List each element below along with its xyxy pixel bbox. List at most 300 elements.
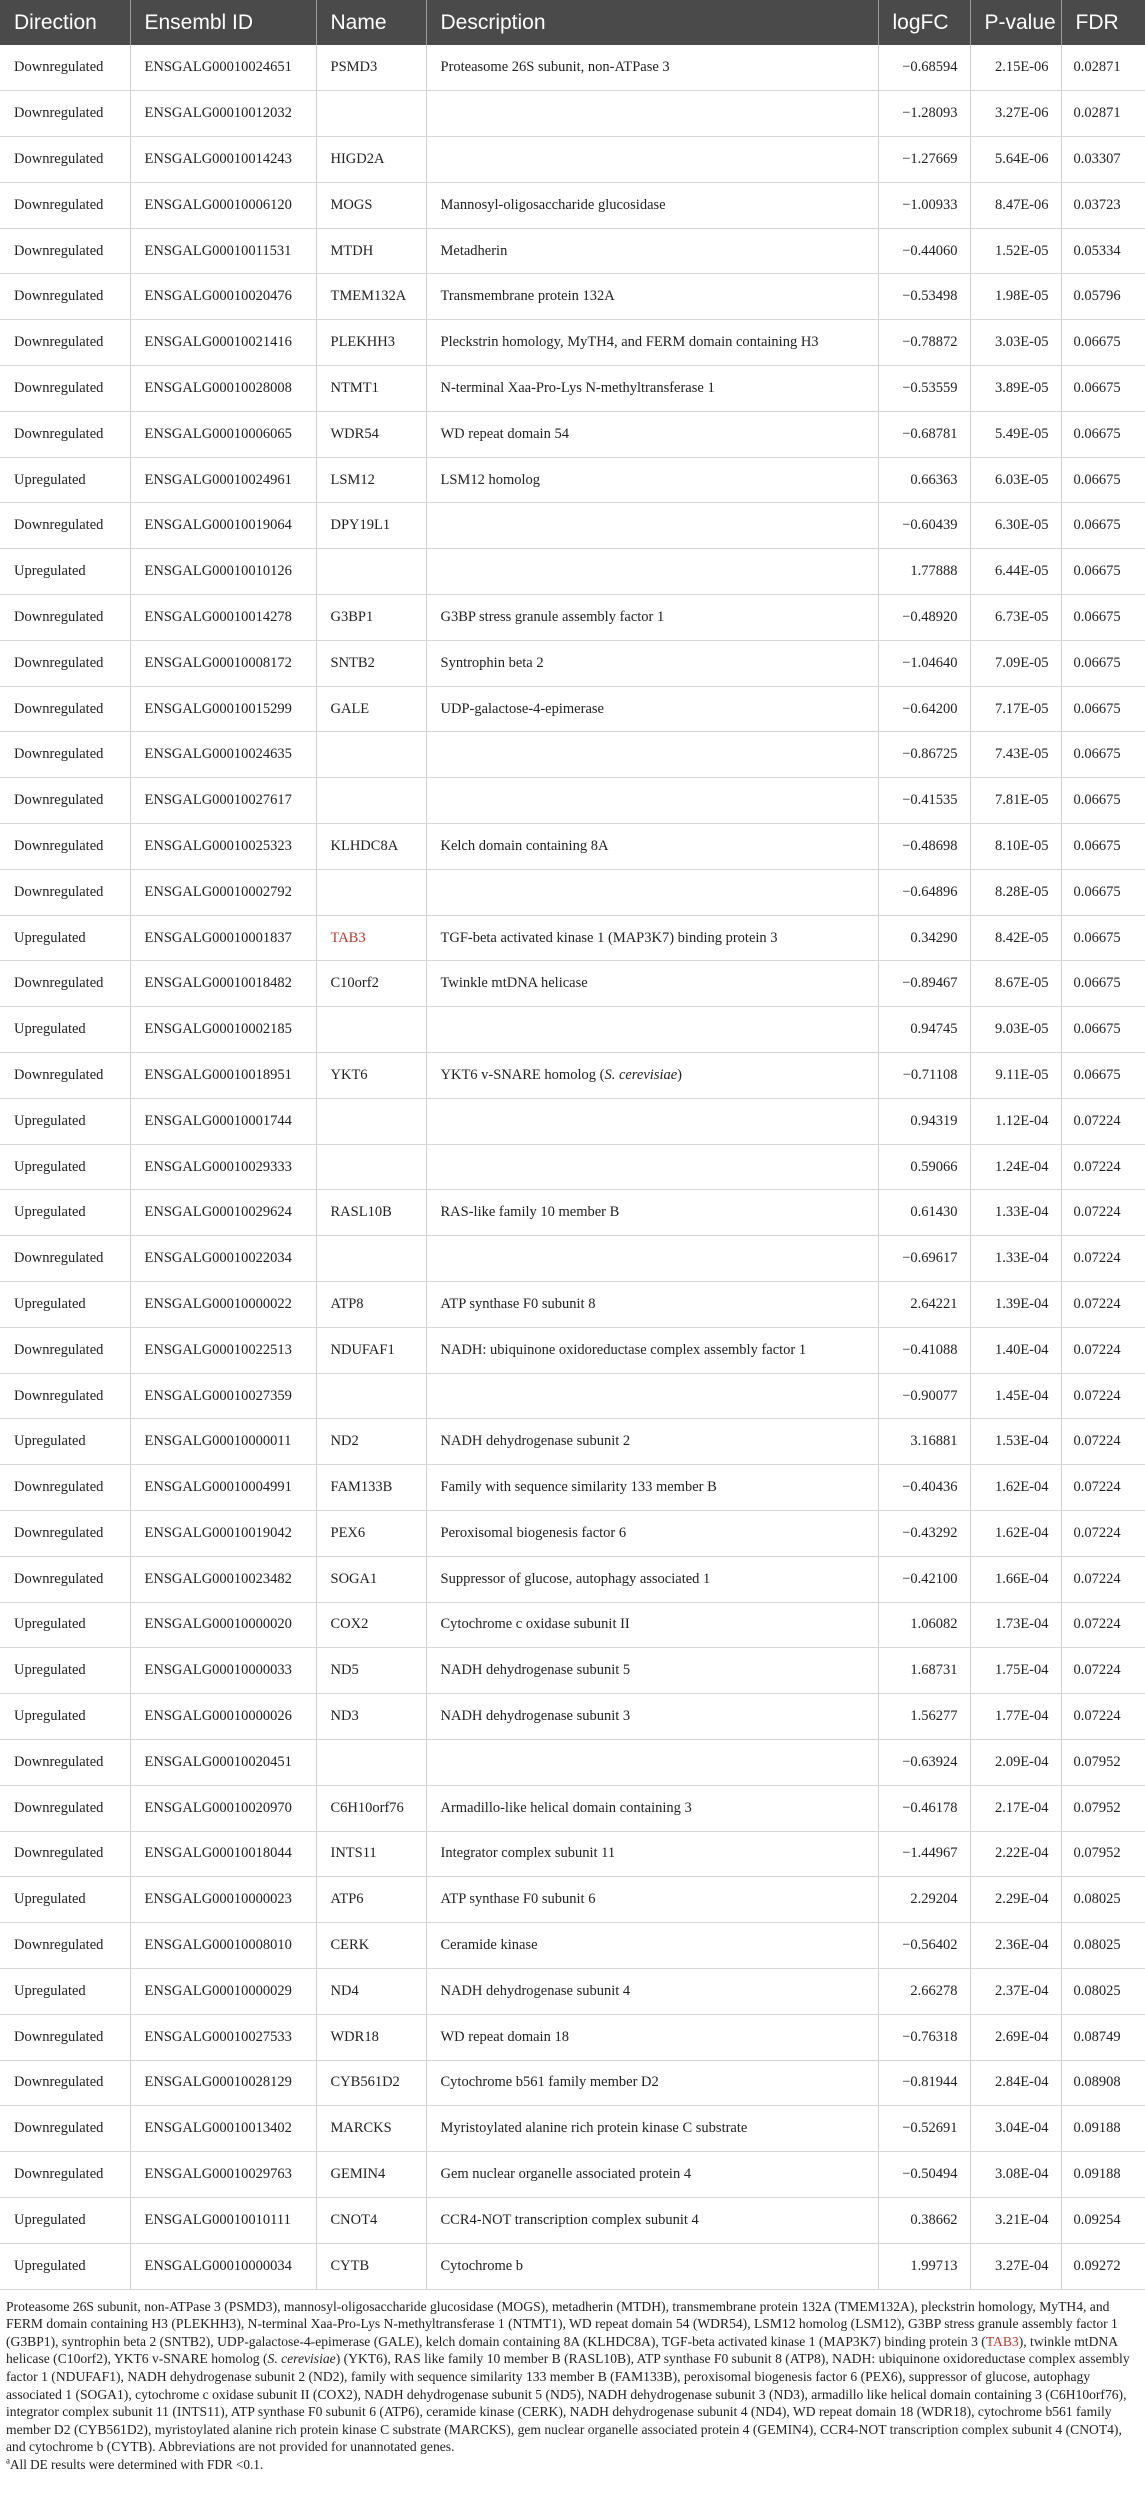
ensembl-id-cell: ENSGALG00010028129 [130,2060,316,2106]
description-cell: UDP-galactose-4-epimerase [426,686,878,732]
fdr-cell: 0.08908 [1061,2060,1145,2106]
description-cell: WD repeat domain 54 [426,411,878,457]
fdr-cell: 0.06675 [1061,686,1145,732]
table-row[interactable] [0,824,1145,870]
p-value-cell: 2.84E-04 [970,2060,1061,2106]
direction-cell: Downregulated [0,411,130,457]
p-value-cell: 2.36E-04 [970,1923,1061,1969]
logfc-cell: −0.86725 [878,732,970,778]
p-value-cell: 1.62E-04 [970,1511,1061,1557]
description-cell: Metadherin [426,228,878,274]
gene-name-cell [316,1007,426,1053]
p-value-cell: 3.27E-04 [970,2243,1061,2289]
table-row[interactable] [0,274,1145,320]
gene-name-cell: KLHDC8A [316,824,426,870]
description-cell: N-terminal Xaa-Pro-Lys N-methyltransferase 1 [426,366,878,412]
table-row[interactable] [0,2014,1145,2060]
ensembl-id-cell: ENSGALG00010024635 [130,732,316,778]
table-row[interactable] [0,869,1145,915]
table-row[interactable] [0,45,1145,91]
table-header-row [0,0,1145,45]
p-value-cell: 1.33E-04 [970,1236,1061,1282]
description-cell: Kelch domain containing 8A [426,824,878,870]
ensembl-id-cell: ENSGALG00010028008 [130,366,316,412]
direction-cell: Downregulated [0,595,130,641]
table-row[interactable] [0,503,1145,549]
description-cell: NADH dehydrogenase subunit 5 [426,1648,878,1694]
ensembl-id-cell: ENSGALG00010008010 [130,1923,316,1969]
logfc-cell: −0.68781 [878,411,970,457]
description-cell: Ceramide kinase [426,1923,878,1969]
description-cell: Transmembrane protein 132A [426,274,878,320]
ensembl-id-cell: ENSGALG00010000020 [130,1602,316,1648]
table-body [0,45,1145,2289]
logfc-cell: −0.68594 [878,45,970,91]
direction-cell: Downregulated [0,45,130,91]
direction-cell: Downregulated [0,2060,130,2106]
fdr-cell: 0.07224 [1061,1373,1145,1419]
column-header-logfc[interactable]: logFC [878,0,970,45]
table-row[interactable] [0,1327,1145,1373]
direction-cell: Upregulated [0,915,130,961]
direction-cell: Upregulated [0,1282,130,1328]
gene-name-cell: WDR18 [316,2014,426,2060]
direction-cell: Downregulated [0,2014,130,2060]
table-row[interactable] [0,1968,1145,2014]
table-row[interactable] [0,549,1145,595]
column-header-name[interactable]: Name [316,0,426,45]
table-row[interactable] [0,961,1145,1007]
fdr-cell: 0.09188 [1061,2152,1145,2198]
description-cell [426,549,878,595]
direction-cell: Downregulated [0,824,130,870]
p-value-cell: 1.62E-04 [970,1465,1061,1511]
logfc-cell: 0.61430 [878,1190,970,1236]
ensembl-id-cell: ENSGALG00010002792 [130,869,316,915]
description-cell: NADH dehydrogenase subunit 2 [426,1419,878,1465]
gene-name-cell: PSMD3 [316,45,426,91]
table-row[interactable] [0,640,1145,686]
p-value-cell: 1.33E-04 [970,1190,1061,1236]
fdr-cell: 0.03307 [1061,137,1145,183]
table-row[interactable] [0,2243,1145,2289]
table-row[interactable] [0,595,1145,641]
column-header-ensembl-id[interactable]: Ensembl ID [130,0,316,45]
ensembl-id-cell: ENSGALG00010014278 [130,595,316,641]
p-value-cell: 1.52E-05 [970,228,1061,274]
table-row[interactable] [0,1785,1145,1831]
logfc-cell: −0.48920 [878,595,970,641]
description-cell: G3BP stress granule assembly factor 1 [426,595,878,641]
logfc-cell: −0.50494 [878,2152,970,2198]
ensembl-id-cell: ENSGALG00010024651 [130,45,316,91]
p-value-cell: 1.53E-04 [970,1419,1061,1465]
gene-name-cell: TAB3 [316,915,426,961]
gene-name-cell [316,1739,426,1785]
table-row[interactable] [0,1923,1145,1969]
gene-name-cell: G3BP1 [316,595,426,641]
gene-name-cell: DPY19L1 [316,503,426,549]
p-value-cell: 9.03E-05 [970,1007,1061,1053]
description-cell: Family with sequence similarity 133 member B [426,1465,878,1511]
direction-cell: Downregulated [0,366,130,412]
table-row[interactable] [0,91,1145,137]
fdr-cell: 0.06675 [1061,1007,1145,1053]
p-value-cell: 1.39E-04 [970,1282,1061,1328]
table-row[interactable] [0,732,1145,778]
table-row[interactable] [0,411,1145,457]
fdr-cell: 0.06675 [1061,869,1145,915]
direction-cell: Downregulated [0,732,130,778]
direction-cell: Upregulated [0,1648,130,1694]
description-cell: Cytochrome b561 family member D2 [426,2060,878,2106]
logfc-cell: −0.81944 [878,2060,970,2106]
direction-cell: Upregulated [0,1098,130,1144]
p-value-cell: 6.44E-05 [970,549,1061,595]
description-cell [426,1098,878,1144]
description-cell [426,1007,878,1053]
logfc-cell: −0.42100 [878,1556,970,1602]
description-cell: NADH dehydrogenase subunit 3 [426,1694,878,1740]
fdr-cell: 0.06675 [1061,366,1145,412]
direction-cell: Downregulated [0,1785,130,1831]
logfc-cell: 0.34290 [878,915,970,961]
p-value-cell: 1.45E-04 [970,1373,1061,1419]
table-row[interactable] [0,1236,1145,1282]
logfc-cell: −0.41088 [878,1327,970,1373]
p-value-cell: 3.04E-04 [970,2106,1061,2152]
ensembl-id-cell: ENSGALG00010019042 [130,1511,316,1557]
p-value-cell: 2.29E-04 [970,1877,1061,1923]
description-cell: Suppressor of glucose, autophagy associated 1 [426,1556,878,1602]
p-value-cell: 3.89E-05 [970,366,1061,412]
gene-name-cell: ATP8 [316,1282,426,1328]
table-row[interactable] [0,1694,1145,1740]
table-row[interactable] [0,1190,1145,1236]
table-row[interactable] [0,1419,1145,1465]
description-cell [426,869,878,915]
table-row[interactable] [0,1877,1145,1923]
direction-cell: Upregulated [0,457,130,503]
direction-cell: Downregulated [0,137,130,183]
table-row[interactable] [0,1648,1145,1694]
ensembl-id-cell: ENSGALG00010020476 [130,274,316,320]
logfc-cell: 2.29204 [878,1877,970,1923]
table-row[interactable] [0,1556,1145,1602]
direction-cell: Downregulated [0,182,130,228]
p-value-cell: 7.17E-05 [970,686,1061,732]
fdr-cell: 0.07224 [1061,1556,1145,1602]
direction-cell: Upregulated [0,1602,130,1648]
description-cell [426,1236,878,1282]
logfc-cell: −0.90077 [878,1373,970,1419]
logfc-cell: −0.76318 [878,2014,970,2060]
description-cell [426,1053,878,1099]
table-row[interactable] [0,2060,1145,2106]
logfc-cell: −0.43292 [878,1511,970,1557]
species-name: S. cerevisiae [604,1066,678,1083]
p-value-cell: 2.09E-04 [970,1739,1061,1785]
table-row[interactable] [0,1511,1145,1557]
description-cell: Peroxisomal biogenesis factor 6 [426,1511,878,1557]
gene-name-cell: C10orf2 [316,961,426,1007]
description-cell: Cytochrome c oxidase subunit II [426,1602,878,1648]
abbreviations-note [6,2298,1139,2456]
p-value-cell: 8.28E-05 [970,869,1061,915]
p-value-cell: 8.10E-05 [970,824,1061,870]
ensembl-id-cell: ENSGALG00010012032 [130,91,316,137]
logfc-cell: −0.52691 [878,2106,970,2152]
direction-cell: Upregulated [0,1968,130,2014]
note-marker: a [6,2455,10,2466]
description-cell [426,778,878,824]
direction-cell: Downregulated [0,320,130,366]
description-cell: NADH dehydrogenase subunit 4 [426,1968,878,2014]
logfc-cell: 0.94745 [878,1007,970,1053]
ensembl-id-cell: ENSGALG00010000034 [130,2243,316,2289]
description-cell: Cytochrome b [426,2243,878,2289]
gene-name-cell: C6H10orf76 [316,1785,426,1831]
description-cell [426,1144,878,1190]
direction-cell: Downregulated [0,1373,130,1419]
description-cell: Gem nuclear organelle associated protein 4 [426,2152,878,2198]
fdr-cell: 0.07952 [1061,1785,1145,1831]
column-header-description[interactable]: Description [426,0,878,45]
ensembl-id-cell: ENSGALG00010020970 [130,1785,316,1831]
description-cell: Twinkle mtDNA helicase [426,961,878,1007]
fdr-cell: 0.09188 [1061,2106,1145,2152]
description-cell: CCR4-NOT transcription complex subunit 4 [426,2197,878,2243]
gene-name-cell [316,1144,426,1190]
table-row[interactable] [0,1739,1145,1785]
direction-cell: Downregulated [0,228,130,274]
fdr-cell: 0.06675 [1061,503,1145,549]
fdr-cell: 0.02871 [1061,91,1145,137]
gene-name-cell: GEMIN4 [316,2152,426,2198]
gene-name-cell: PLEKHH3 [316,320,426,366]
direction-cell: Downregulated [0,1511,130,1557]
ensembl-id-cell: ENSGALG00010027617 [130,778,316,824]
ensembl-id-cell: ENSGALG00010019064 [130,503,316,549]
fdr-cell: 0.07224 [1061,1190,1145,1236]
description-cell: WD repeat domain 18 [426,2014,878,2060]
direction-cell: Downregulated [0,1327,130,1373]
fdr-cell: 0.06675 [1061,1053,1145,1099]
gene-name-cell: CERK [316,1923,426,1969]
table-row[interactable] [0,2106,1145,2152]
table-row[interactable] [0,137,1145,183]
gene-name-cell: ND5 [316,1648,426,1694]
direction-cell: Downregulated [0,91,130,137]
table-row[interactable] [0,457,1145,503]
table-row[interactable] [0,1465,1145,1511]
logfc-cell: −1.04640 [878,640,970,686]
fdr-cell: 0.06675 [1061,320,1145,366]
fdr-cell: 0.07952 [1061,1739,1145,1785]
fdr-cell: 0.05796 [1061,274,1145,320]
logfc-cell: −0.46178 [878,1785,970,1831]
logfc-cell: −0.44060 [878,228,970,274]
description-cell: Integrator complex subunit 11 [426,1831,878,1877]
gene-name-cell [316,549,426,595]
table-row[interactable] [0,915,1145,961]
ensembl-id-cell: ENSGALG00010018044 [130,1831,316,1877]
table-footnote [0,2290,1145,2474]
description-cell: LSM12 homolog [426,457,878,503]
description-cell [426,1739,878,1785]
fdr-cell: 0.07224 [1061,1648,1145,1694]
direction-cell: Downregulated [0,1923,130,1969]
ensembl-id-cell: ENSGALG00010011531 [130,228,316,274]
table-row[interactable] [0,2197,1145,2243]
table-row[interactable] [0,182,1145,228]
logfc-cell: 0.94319 [878,1098,970,1144]
p-value-cell: 1.98E-05 [970,274,1061,320]
logfc-cell: −0.56402 [878,1923,970,1969]
table-row[interactable] [0,1053,1145,1099]
p-value-cell: 3.27E-06 [970,91,1061,137]
logfc-cell: −1.00933 [878,182,970,228]
description-cell: NADH: ubiquinone oxidoreductase complex assembly factor 1 [426,1327,878,1373]
direction-cell: Downregulated [0,686,130,732]
description-cell: RAS-like family 10 member B [426,1190,878,1236]
ensembl-id-cell: ENSGALG00010010126 [130,549,316,595]
p-value-cell: 2.37E-04 [970,1968,1061,2014]
fdr-cell: 0.07224 [1061,1419,1145,1465]
logfc-cell: 1.06082 [878,1602,970,1648]
table-row[interactable] [0,2152,1145,2198]
note-text: All DE results were determined with FDR <0.1. [10,2456,264,2472]
gene-name-cell: MTDH [316,228,426,274]
ensembl-id-cell: ENSGALG00010027359 [130,1373,316,1419]
gene-name-cell: SOGA1 [316,1556,426,1602]
p-value-cell: 6.03E-05 [970,457,1061,503]
fdr-cell: 0.07224 [1061,1098,1145,1144]
fdr-cell: 0.07224 [1061,1327,1145,1373]
p-value-cell: 1.77E-04 [970,1694,1061,1740]
direction-cell: Upregulated [0,2243,130,2289]
logfc-cell: −0.78872 [878,320,970,366]
ensembl-id-cell: ENSGALG00010001837 [130,915,316,961]
gene-name-cell: HIGD2A [316,137,426,183]
gene-name-cell [316,1236,426,1282]
gene-name-cell: YKT6 [316,1053,426,1099]
fdr-cell: 0.06675 [1061,961,1145,1007]
ensembl-id-cell: ENSGALG00010000022 [130,1282,316,1328]
gene-name-cell: MARCKS [316,2106,426,2152]
logfc-cell: 2.64221 [878,1282,970,1328]
direction-cell: Downregulated [0,869,130,915]
fdr-cell: 0.07224 [1061,1602,1145,1648]
gene-name-cell: NDUFAF1 [316,1327,426,1373]
gene-name-cell [316,1373,426,1419]
ensembl-id-cell: ENSGALG00010021416 [130,320,316,366]
ensembl-id-cell: ENSGALG00010027533 [130,2014,316,2060]
p-value-cell: 2.17E-04 [970,1785,1061,1831]
abbreviations-text: Proteasome 26S subunit, non-ATPase 3 (PSMD3), mannosyl-oligosaccharide glucosidase (MOGS), metadherin (MTDH), transmembrane protein 132A (TMEM132A), pleckstrin homology, MyTH4, and FERM domain containing H3 (PLEKHH3), N-terminal Xaa-Pro-Lys N-methyltransferase 1 (NTMT1), WD repeat domain 54 (WDR54), LSM12 homolog (LSM12), G3BP stress granule assembly factor 1 (G3BP1), syntrophin beta 2 (SNTB2), UDP-galactose-4-epimerase (GALE), kelch domain containing 8A (KLHDC8A), TGF-beta activated kinase 1 (MAP3K7) binding protein 3 ( [6,2298,1118,2349]
p-value-cell: 2.22E-04 [970,1831,1061,1877]
p-value-cell: 8.42E-05 [970,915,1061,961]
ensembl-id-cell: ENSGALG00010008172 [130,640,316,686]
gene-name-cell: GALE [316,686,426,732]
fdr-cell: 0.07224 [1061,1694,1145,1740]
description-cell [426,1373,878,1419]
table-row[interactable] [0,228,1145,274]
logfc-cell: 3.16881 [878,1419,970,1465]
description-cell: Proteasome 26S subunit, non-ATPase 3 [426,45,878,91]
logfc-cell: 1.56277 [878,1694,970,1740]
table-row[interactable] [0,686,1145,732]
logfc-cell: −0.63924 [878,1739,970,1785]
fdr-cell: 0.06675 [1061,915,1145,961]
table-row[interactable] [0,778,1145,824]
logfc-cell: −0.60439 [878,503,970,549]
gene-name-cell: LSM12 [316,457,426,503]
fdr-cell: 0.03723 [1061,182,1145,228]
ensembl-id-cell: ENSGALG00010025323 [130,824,316,870]
column-header-p-value[interactable]: P-value [970,0,1061,45]
table-row[interactable] [0,320,1145,366]
table-row[interactable] [0,1602,1145,1648]
p-value-cell: 2.15E-06 [970,45,1061,91]
ensembl-id-cell: ENSGALG00010015299 [130,686,316,732]
column-header-direction[interactable]: Direction [0,0,130,45]
table-row[interactable] [0,1098,1145,1144]
table-row[interactable] [0,1144,1145,1190]
logfc-cell: −0.40436 [878,1465,970,1511]
p-value-cell: 6.30E-05 [970,503,1061,549]
column-header-fdr[interactable]: FDR [1075,10,1119,34]
ensembl-id-cell: ENSGALG00010000033 [130,1648,316,1694]
gene-name-cell: PEX6 [316,1511,426,1557]
fdr-cell: 0.06675 [1061,411,1145,457]
p-value-cell: 7.09E-05 [970,640,1061,686]
logfc-cell: −0.53498 [878,274,970,320]
fdr-cell: 0.06675 [1061,778,1145,824]
table-row[interactable] [0,366,1145,412]
abbreviations-italic: S. cerevisiae [267,2351,336,2367]
ensembl-id-cell: ENSGALG00010014243 [130,137,316,183]
ensembl-id-cell: ENSGALG00010029624 [130,1190,316,1236]
direction-cell: Upregulated [0,1190,130,1236]
ensembl-id-cell: ENSGALG00010000023 [130,1877,316,1923]
fdr-cell: 0.06675 [1061,824,1145,870]
fdr-cell: 0.06675 [1061,732,1145,778]
p-value-cell: 8.47E-06 [970,182,1061,228]
description-cell [426,91,878,137]
direction-cell: Downregulated [0,1556,130,1602]
logfc-cell: 2.66278 [878,1968,970,2014]
p-value-cell: 7.81E-05 [970,778,1061,824]
gene-name-cell: CYB561D2 [316,2060,426,2106]
logfc-cell: −0.69617 [878,1236,970,1282]
gene-name-cell [316,778,426,824]
description-text: YKT6 v-SNARE homolog ( [440,1066,605,1083]
ensembl-id-cell: ENSGALG00010000011 [130,1419,316,1465]
direction-cell: Downregulated [0,1465,130,1511]
table-row[interactable] [0,1831,1145,1877]
direction-cell: Downregulated [0,503,130,549]
table-row[interactable] [0,1373,1145,1419]
p-value-cell: 3.03E-05 [970,320,1061,366]
p-value-cell: 3.08E-04 [970,2152,1061,2198]
logfc-cell: 0.38662 [878,2197,970,2243]
description-cell [426,503,878,549]
table-row[interactable] [0,1282,1145,1328]
table-row[interactable] [0,1007,1145,1053]
gene-name-cell: ND2 [316,1419,426,1465]
description-cell: Armadillo-like helical domain containing 3 [426,1785,878,1831]
